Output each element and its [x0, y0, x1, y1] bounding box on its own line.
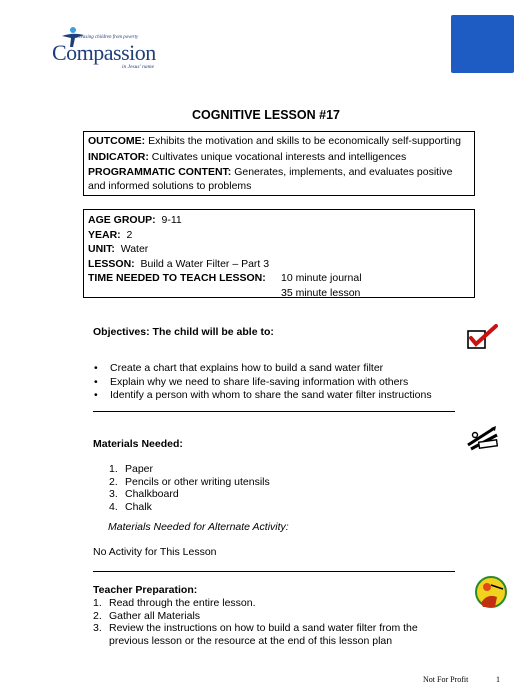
time-value-journal: 10 minute journal — [281, 272, 362, 284]
alt-materials-heading: Materials Needed for Alternate Activity: — [108, 521, 289, 533]
footer-label: Not For Profit — [423, 675, 469, 684]
prep-heading: Teacher Preparation: — [93, 584, 198, 596]
time-value-lesson: 35 minute lesson — [281, 286, 361, 299]
objective-item: • Explain why we need to share life-saving information with others — [93, 376, 473, 390]
year-value: 2 — [126, 228, 133, 241]
programmatic-label: PROGRAMMATIC CONTENT: — [88, 166, 232, 178]
unit-line — [88, 242, 470, 257]
logo-subline: in Jesus' name — [122, 64, 155, 70]
material-item: 1. Paper — [109, 463, 154, 475]
page-number: 1 — [496, 675, 500, 684]
time-label: TIME NEEDED TO TEACH LESSON: — [88, 272, 266, 284]
time-line — [88, 271, 470, 286]
materials-list — [109, 463, 409, 513]
unit-value: Water — [120, 243, 149, 255]
compassion-logo — [52, 26, 172, 70]
checkbox-check-icon — [466, 324, 500, 350]
time-line-2 — [88, 286, 470, 301]
age-group-value: 9-11 — [161, 214, 182, 226]
lesson-value: Build a Water Filter – Part 3 — [140, 257, 270, 270]
age-group-label: AGE GROUP: — [88, 214, 156, 226]
blue-swatch-image — [451, 15, 514, 73]
outcome-label: OUTCOME: — [88, 135, 146, 147]
material-item: 3. Chalkboard — [109, 488, 179, 500]
indicator-line — [88, 151, 470, 165]
objective-item: • Create a chart that explains how to build a sand water filter — [93, 362, 473, 376]
programmatic-line — [88, 166, 470, 193]
teacher-figure-icon — [475, 575, 509, 611]
unit-label: UNIT: — [88, 243, 115, 255]
objectives-heading: Objectives: The child will be able to: — [93, 326, 274, 338]
prep-item: 1. Read through the entire lesson. — [93, 597, 256, 609]
outcome-line — [88, 135, 470, 149]
lesson-info-box — [83, 209, 475, 298]
material-item: 2. Pencils or other writing utensils — [109, 475, 270, 488]
objective-item: • Identify a person with whom to share the sand water filter instructions — [93, 389, 473, 403]
lesson-line — [88, 257, 470, 272]
indicator-text: Cultivates unique vocational interests and intelligences — [148, 150, 407, 163]
prep-item: 2. Gather all Materials — [93, 609, 201, 622]
prep-item: 3. Review the instructions on how to build a sand water filter from the previous lesson or the resource at the end of this lesson plan — [93, 622, 418, 647]
logo-wordmark: Compassion — [52, 40, 156, 65]
year-line — [88, 228, 470, 243]
programmatic-text: Generates, implements, and evaluates positive and informed solutions to problems — [88, 166, 453, 192]
lesson-title: COGNITIVE LESSON #17 — [192, 108, 340, 122]
materials-heading: Materials Needed: — [93, 438, 183, 450]
divider — [93, 571, 455, 572]
logo-tagline: Releasing children from poverty — [74, 35, 139, 40]
outcome-text: Exhibits the motivation and skills to be economically self-supporting — [145, 135, 461, 147]
year-label: YEAR: — [88, 228, 121, 241]
lesson-label: LESSON: — [88, 257, 135, 270]
age-group-line — [88, 213, 470, 228]
outcome-box — [83, 131, 475, 196]
pencil-tools-icon — [465, 425, 501, 451]
alt-materials-text: No Activity for This Lesson — [93, 546, 217, 558]
material-item: 4. Chalk — [109, 500, 152, 513]
divider — [93, 411, 455, 412]
indicator-label: INDICATOR: — [88, 150, 149, 163]
prep-list — [93, 597, 433, 647]
objectives-list — [93, 362, 473, 403]
